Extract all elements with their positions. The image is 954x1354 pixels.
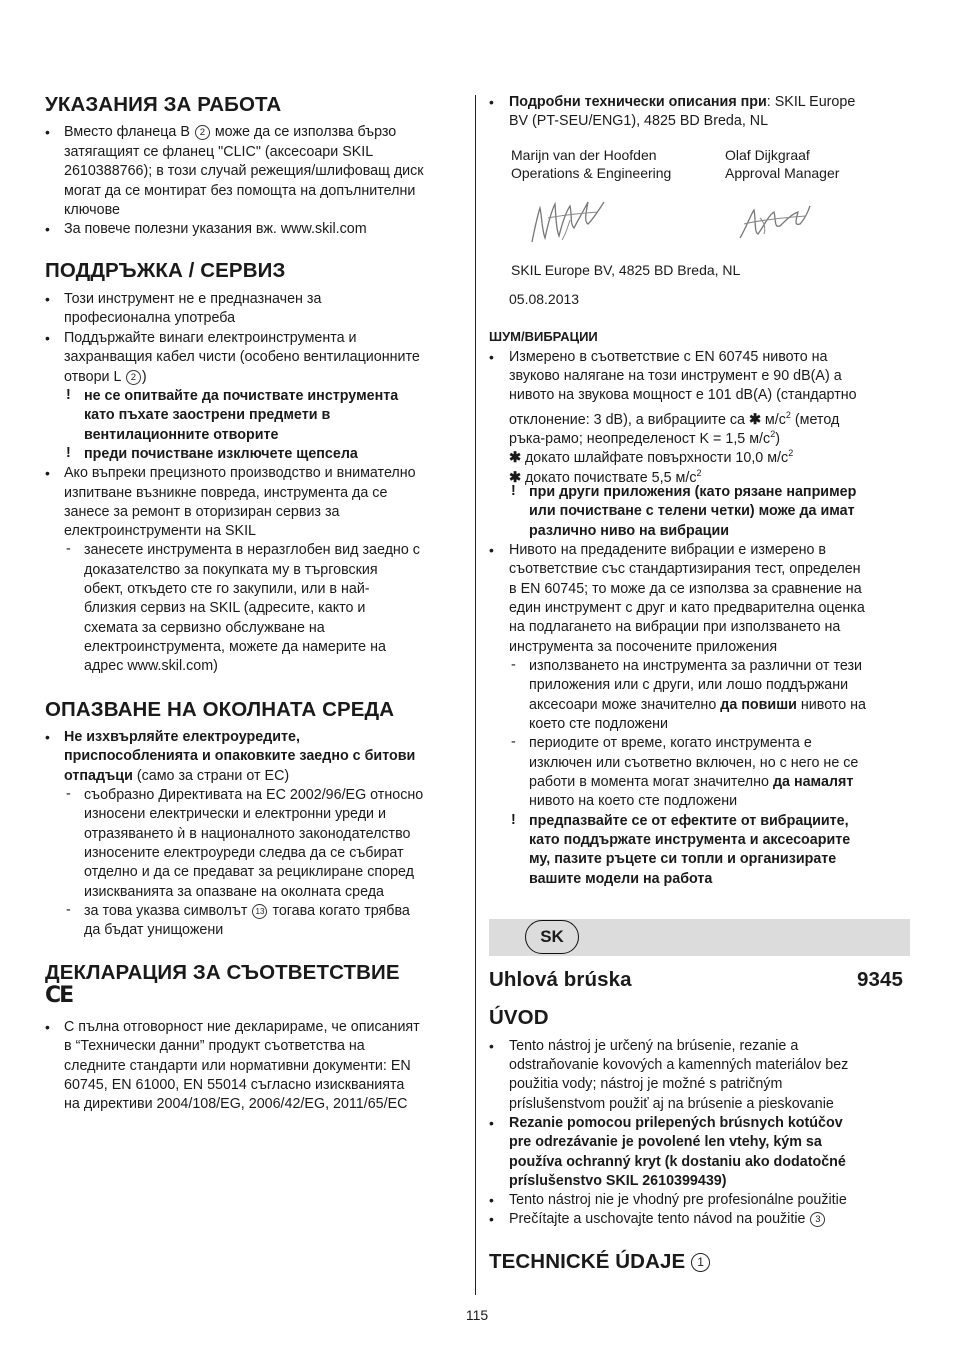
text-line: затягащият се фланец "CLIC" (аксесоари SKIL xyxy=(64,144,374,160)
ce-mark: CE xyxy=(45,983,73,1008)
bullet: • xyxy=(489,1038,494,1054)
text-line: съобразно Директивата на ЕС 2002/96/EG относно xyxy=(84,787,424,803)
text-line: обект, откъдето сте го закупили, или в най- xyxy=(84,581,370,597)
text-line: вентилационните отворите xyxy=(84,427,279,443)
text-line: захранващия кабел чисти (особено вентилационните xyxy=(64,349,420,365)
text-line: приложения или с други, или лошо поддържани xyxy=(529,677,849,693)
text-line: електроинструмента, можете да намерите на xyxy=(84,639,386,655)
text-line: Вместо фланеца B 2 може да се използва бързо xyxy=(64,124,397,140)
text-line: схемата за сервизно обслужване на xyxy=(84,620,325,636)
dash-mark: - xyxy=(66,541,71,557)
text-line: различно ниво на вибрации xyxy=(529,523,730,539)
text-line: отвори L 2 ) xyxy=(64,369,147,385)
text-line: преди почистване изключете щепсела xyxy=(84,446,358,462)
ref-number: 2 xyxy=(195,125,210,140)
text-line: Нивото на предадените вибрации е измерено в xyxy=(509,542,826,558)
text-line: изпитване възникне повреда, инструмента да се xyxy=(64,485,388,501)
ref-number: 2 xyxy=(126,370,141,385)
text-line: да бъдат унищожени xyxy=(84,922,224,938)
warning-mark: ! xyxy=(511,483,516,499)
text-line: odstraňovanie kovových a kamenných materiálov bez xyxy=(509,1057,849,1073)
text-line: инструмента за посочените приложения xyxy=(509,639,778,655)
dash-mark: - xyxy=(66,902,71,918)
language-badge-sk: SK xyxy=(525,920,579,954)
text-line: адрес www.skil.com) xyxy=(84,658,218,674)
warning-mark: ! xyxy=(66,387,71,403)
section-title-declaration: ДЕКЛАРАЦИЯ ЗА СЪОТВЕТСТВИЕ xyxy=(45,961,400,984)
text-line: príslušenstvom použiť aj na brúsenie a pieskovanie xyxy=(509,1096,834,1112)
text-line: на директиви 2004/108/EG, 2006/42/EG, 2011/65/EC xyxy=(64,1096,408,1112)
noise-vibration-heading: ШУМ/ВИБРАЦИИ xyxy=(489,329,598,344)
signatory-1-title: Operations & Engineering xyxy=(511,165,672,181)
text-line: За повече полезни указания вж. www.skil.com xyxy=(64,221,367,237)
text-line: Ако въпреки прецизното производство и внимателно xyxy=(64,465,416,481)
bullet: • xyxy=(45,729,50,745)
column-divider xyxy=(475,95,476,1295)
text-line: електроинструменти на SKIL xyxy=(64,523,256,539)
product-model: 9345 xyxy=(857,968,904,991)
dash-mark: - xyxy=(511,657,516,673)
text-line: работи в момента могат значително да намалят xyxy=(529,774,854,790)
signatory-1-name: Marijn van der Hoofden xyxy=(511,147,657,163)
text-line: износени електрически и електронни уреди и xyxy=(84,806,386,822)
text-line: ✱ докато почиствате 5,5 $м/с^2$ xyxy=(509,468,702,486)
text-line: в “Технически данни” продукт съответства на xyxy=(64,1038,365,1054)
section-title-environment: ОПАЗВАНЕ НА ОКОЛНАТА СРЕДА xyxy=(45,698,395,721)
text-line: BV (PT-SEU/ENG1), 4825 BD Breda, NL xyxy=(509,113,769,129)
text-line: аксесоари може значително да повиши нивото на xyxy=(529,697,866,713)
text-line: Поддържайте винаги електроинструмента и xyxy=(64,330,357,346)
text-line: Tento nástroj nie je vhodný pre profesionálne použitie xyxy=(509,1192,847,1208)
text-line: ✱ докато шлайфате повърхности 10,0 $м/с^2$ xyxy=(509,448,794,466)
text-line: при други приложения (като рязане например xyxy=(529,484,857,500)
bullet: • xyxy=(489,349,494,365)
text-line: не се опитвайте да почиствате инструмента xyxy=(84,388,399,404)
text-line: на подлагането на вибрации при използването на xyxy=(509,619,841,635)
bullet: • xyxy=(489,94,494,110)
text-line: отразяването ѝ в националното законодателство xyxy=(84,826,411,842)
section-title-technical-data: TECHNICKÉ ÚDAJE 1 xyxy=(489,1250,710,1274)
text-line: звуково налягане на този инструмент е 90 dB(A) а xyxy=(509,368,842,384)
text-line: периодите от време, когато инструмента е xyxy=(529,735,812,751)
bullet: • xyxy=(45,124,50,140)
section-title-work-instructions: УКАЗАНИЯ ЗА РАБОТА xyxy=(45,93,282,116)
text-line: занесете инструмента в неразглобен вид заедно с xyxy=(84,542,420,558)
bullet: • xyxy=(489,1211,494,1227)
signatory-2-title: Approval Manager xyxy=(725,165,840,181)
text-line: нивото на което сте подложени xyxy=(529,793,738,809)
text-line: Подробни технически описания при: SKIL Europe xyxy=(509,94,856,110)
text-line: вашите модели на работа xyxy=(529,871,713,887)
text-line: ключове xyxy=(64,202,120,218)
signature-2 xyxy=(736,198,814,246)
signatory-2-name: Olaf Dijkgraaf xyxy=(725,147,810,163)
text-line: за това указва символът 13 тогава когато трябва xyxy=(84,903,410,919)
text-line: Tento nástroj je určený na brúsenie, rezanie a xyxy=(509,1038,799,1054)
bullet: • xyxy=(45,330,50,346)
text-line: Измерено в съответствие с EN 60745 нивото на xyxy=(509,349,828,365)
text-line: доказателство за покупката му в търговския xyxy=(84,562,378,578)
product-title: Uhlová brúska xyxy=(489,968,632,991)
ref-number: 1 xyxy=(691,1253,710,1272)
text-line: ръка-рамо; неопределеност K = 1,5 $м/с^2$) xyxy=(509,429,780,447)
text-line: или почистване с телени четки) може да имат xyxy=(529,503,855,519)
bullet: • xyxy=(489,542,494,558)
bullet: • xyxy=(489,1115,494,1131)
text-line: použitia vody; nástroj je možné s patričným xyxy=(509,1076,783,1092)
signature-1 xyxy=(528,194,608,250)
text-line: един инструмент с друг и като предварителна оценка xyxy=(509,600,865,616)
bullet: • xyxy=(489,1192,494,1208)
text-line: С пълна отговорност ние декларираме, че описаният xyxy=(64,1019,420,1035)
text-line: могат да се монтират без помощта на допълнителни xyxy=(64,183,416,199)
text-line: като пъхате заострени предмети в xyxy=(84,407,331,423)
declaration-date: 05.08.2013 xyxy=(509,291,580,307)
text-line: 60745, EN 61000, EN 55014 съгласно изискванията xyxy=(64,1077,405,1093)
text-line: професионална употреба xyxy=(64,310,236,326)
text-line: изключен или съответно включен, но с него не се xyxy=(529,755,859,771)
page-number: 115 xyxy=(465,1307,489,1323)
bullet: • xyxy=(45,291,50,307)
text-line: съответствие със стандартизирания тест, определен xyxy=(509,561,861,577)
ref-number: 3 xyxy=(810,1212,825,1227)
text-line: изискванията за опазване на околната среда xyxy=(84,884,385,900)
bullet: • xyxy=(45,1019,50,1035)
text-line: používa ochranný kryt (k dostaniu ako dodatočné xyxy=(509,1154,846,1170)
dash-mark: - xyxy=(511,734,516,750)
warning-mark: ! xyxy=(511,812,516,828)
text-line: използването на инструмента за различни от тези xyxy=(529,658,863,674)
text-line: нивото на звукова мощност е 101 dB(A) (стандартно xyxy=(509,387,857,403)
text-line: Този инструмент не е предназначен за xyxy=(64,291,322,307)
text-line: Rezanie pomocou prilepených brúsnych kotúčov xyxy=(509,1115,843,1131)
text-line: Не изхвърляйте електроуредите, xyxy=(64,729,300,745)
text-line: отпадъци (само за страни от ЕС) xyxy=(64,768,290,784)
bullet: • xyxy=(45,465,50,481)
text-line: pre odrezávanie je povolené len vtehy, kým sa xyxy=(509,1134,822,1150)
text-line: следните стандарти или нормативни документи: EN xyxy=(64,1058,411,1074)
text-line: 2610388766); в този случай режещия/шлифоващ диск xyxy=(64,163,424,179)
text-line: износените електроуреди следва да се събират xyxy=(84,845,404,861)
ref-number: 13 xyxy=(252,904,267,919)
section-title-maintenance: ПОДДРЪЖКА / СЕРВИЗ xyxy=(45,259,286,282)
text-line: отклонение: 3 dB), а вибрациите са ✱ $м/с^2$ (метод xyxy=(509,410,840,428)
text-line: занесе за ремонт в оторизиран сервиз за xyxy=(64,504,340,520)
text-line: приспособленията и опаковките заедно с битови xyxy=(64,748,416,764)
text-line: предпазвайте се от ефектите от вибрациите, xyxy=(529,813,849,829)
text-line: което сте подложени xyxy=(529,716,669,732)
company-address: SKIL Europe BV, 4825 BD Breda, NL xyxy=(511,262,741,278)
section-title-intro: ÚVOD xyxy=(489,1006,549,1029)
text-line: в EN 60745; то може да се използва за сравнение на xyxy=(509,581,862,597)
bullet: • xyxy=(45,221,50,237)
text-line: близкия сервиз на SKIL (адресите, както и xyxy=(84,600,366,616)
text-line: príslušenstvo SKIL 2610399439) xyxy=(509,1173,727,1189)
text-line: Prečítajte a uschovajte tento návod na použitie 3 xyxy=(509,1210,826,1230)
text-line: му, пазите ръцете си топли и организирате xyxy=(529,851,837,867)
warning-mark: ! xyxy=(66,445,71,461)
dash-mark: - xyxy=(66,786,71,802)
text-line: като поддържате инструмента и аксесоарите xyxy=(529,832,851,848)
text-line: отделно и да се предават за рециклиране според xyxy=(84,864,414,880)
